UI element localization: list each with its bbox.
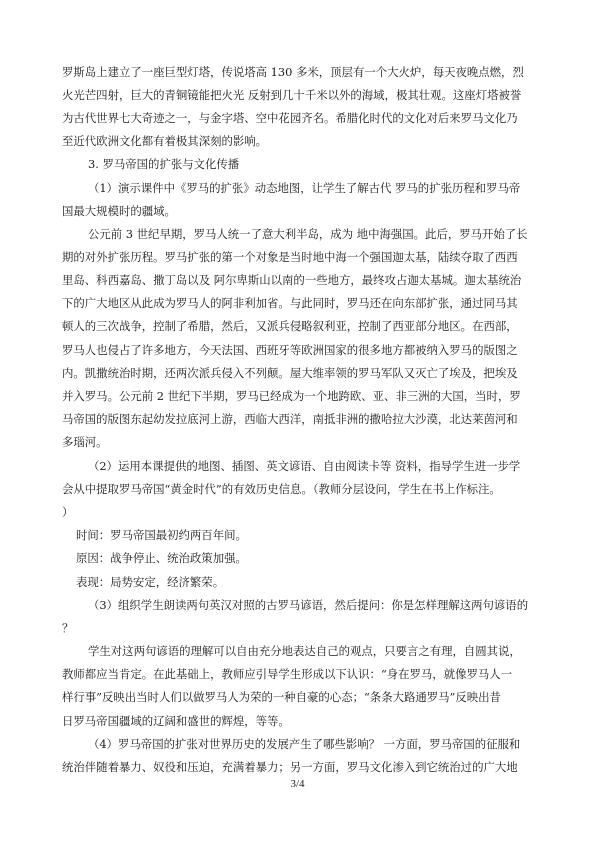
text-line: （1）演示课件中《罗马的扩张》动态地图，让学生了解古代 罗马的扩张历程和罗马帝 [88, 181, 521, 195]
text-line: 原因：战争停止、统治政策加强。 [76, 551, 247, 565]
text-line: ） [62, 505, 74, 519]
text-line: 会从中提取罗马帝国“黄金时代”的有效历史信息。（教师分层设问，学生在书上作标注。 [62, 482, 501, 496]
text-line: 罗马人也侵占了许多地方，今天法国、西班牙等欧洲国家的很多地方都被纳入罗马的版图之 [62, 343, 518, 357]
text-line: 内。凯撒统治时期，还两次派兵侵入不列颠。屋大维率领的罗马军队又灭亡了埃及，把埃及 [62, 366, 518, 380]
text-line: 教师都应当肯定。在此基础上，教师应引导学生形成以下认识：“身在罗马，就像罗马人一 [62, 667, 513, 681]
text-line: 公元前 3 世纪早期，罗马人统一了意大利半岛，成为 地中海强国。此后，罗马开始了长 [88, 227, 528, 241]
text-line: （3）组织学生朗读两句英汉对照的古罗马谚语，然后提问：你是怎样理解这两句谚语的 [88, 598, 529, 612]
text-line: 顿人的三次战争，控制了希腊，然后，又派兵侵略叙利亚，控制了西亚部分地区。在西部， [62, 319, 518, 333]
text-line: 并入罗马。公元前 2 世纪下半期，罗马已经成为一个地跨欧、亚、非三洲的大国，当时，罗 [62, 389, 521, 403]
text-line: 下的广大地区从此成为罗马人的阿非利加省。与此同时，罗马还在向东部扩张，通过同马其 [62, 296, 518, 310]
text-line: 至近代欧洲文化都有着极其深刻的影响。 [62, 134, 268, 148]
text-line: 马帝国的版图东起幼发拉底河上游，西临大西洋，南抵非洲的撒哈拉大沙漠，北达莱茵河和 [62, 412, 518, 426]
text-line: （4）罗马帝国的扩张对世界历史的发展产生了哪些影响？ 一方面，罗马帝国的征服和 [88, 737, 521, 751]
text-line: ？ [62, 621, 74, 635]
page-number: 3/4 [290, 778, 305, 790]
text-line: 统治伴随着暴力、奴役和压迫，充满着暴力；另一方面，罗马文化渗入到它统治过的广大地 [62, 760, 518, 774]
text-line: 多瑙河。 [62, 435, 108, 449]
text-line: 表现：局势安定，经济繁荣。 [76, 575, 225, 589]
text-line: 国最大规模时的疆域。 [62, 204, 176, 218]
text-line: 火光芒四射，巨大的青铜镜能把火光 反射到几十千米以外的海域，极其壮观。这座灯塔被誉 [62, 88, 522, 102]
text-line: 里岛、科西嘉岛、撒丁岛以及 阿尔卑斯山以南的一些地方，最终攻占迦太基城。迦太基统治 [62, 273, 522, 287]
text-line: 期的对外扩张历程。罗马扩张的第一个对象是当时地中海一个强国迦太基，陆续夺取了西西 [62, 250, 518, 264]
text-line: 学生对这两句谚语的理解可以自由充分地表达自己的观点，只要言之有理，自圆其说， [88, 644, 521, 658]
text-line: 罗斯岛上建立了一座巨型灯塔，传说塔高 130 多米，顶层有一个大火炉，每天夜晚点燃，烈 [62, 65, 524, 79]
text-line: 为古代世界七大奇迹之一，与金字塔、空中花园齐名。希腊化时代的文化对后来罗马文化乃 [62, 111, 518, 125]
text-line: 样行事”反映出当时人们以做罗马人为荣的一种自豪的心态；“条条大路通罗马”反映出昔 [62, 690, 501, 704]
section-heading: 3. 罗马帝国的扩张与文化传播 [88, 157, 240, 171]
text-line: 日罗马帝国疆域的辽阔和盛世的辉煌，等等。 [62, 714, 290, 728]
text-line: （2）运用本课提供的地图、插图、英文谚语、自由阅读卡等 资料，指导学生进一步学 [88, 459, 521, 473]
text-line: 时间：罗马帝国最初约两百年间。 [76, 528, 247, 542]
